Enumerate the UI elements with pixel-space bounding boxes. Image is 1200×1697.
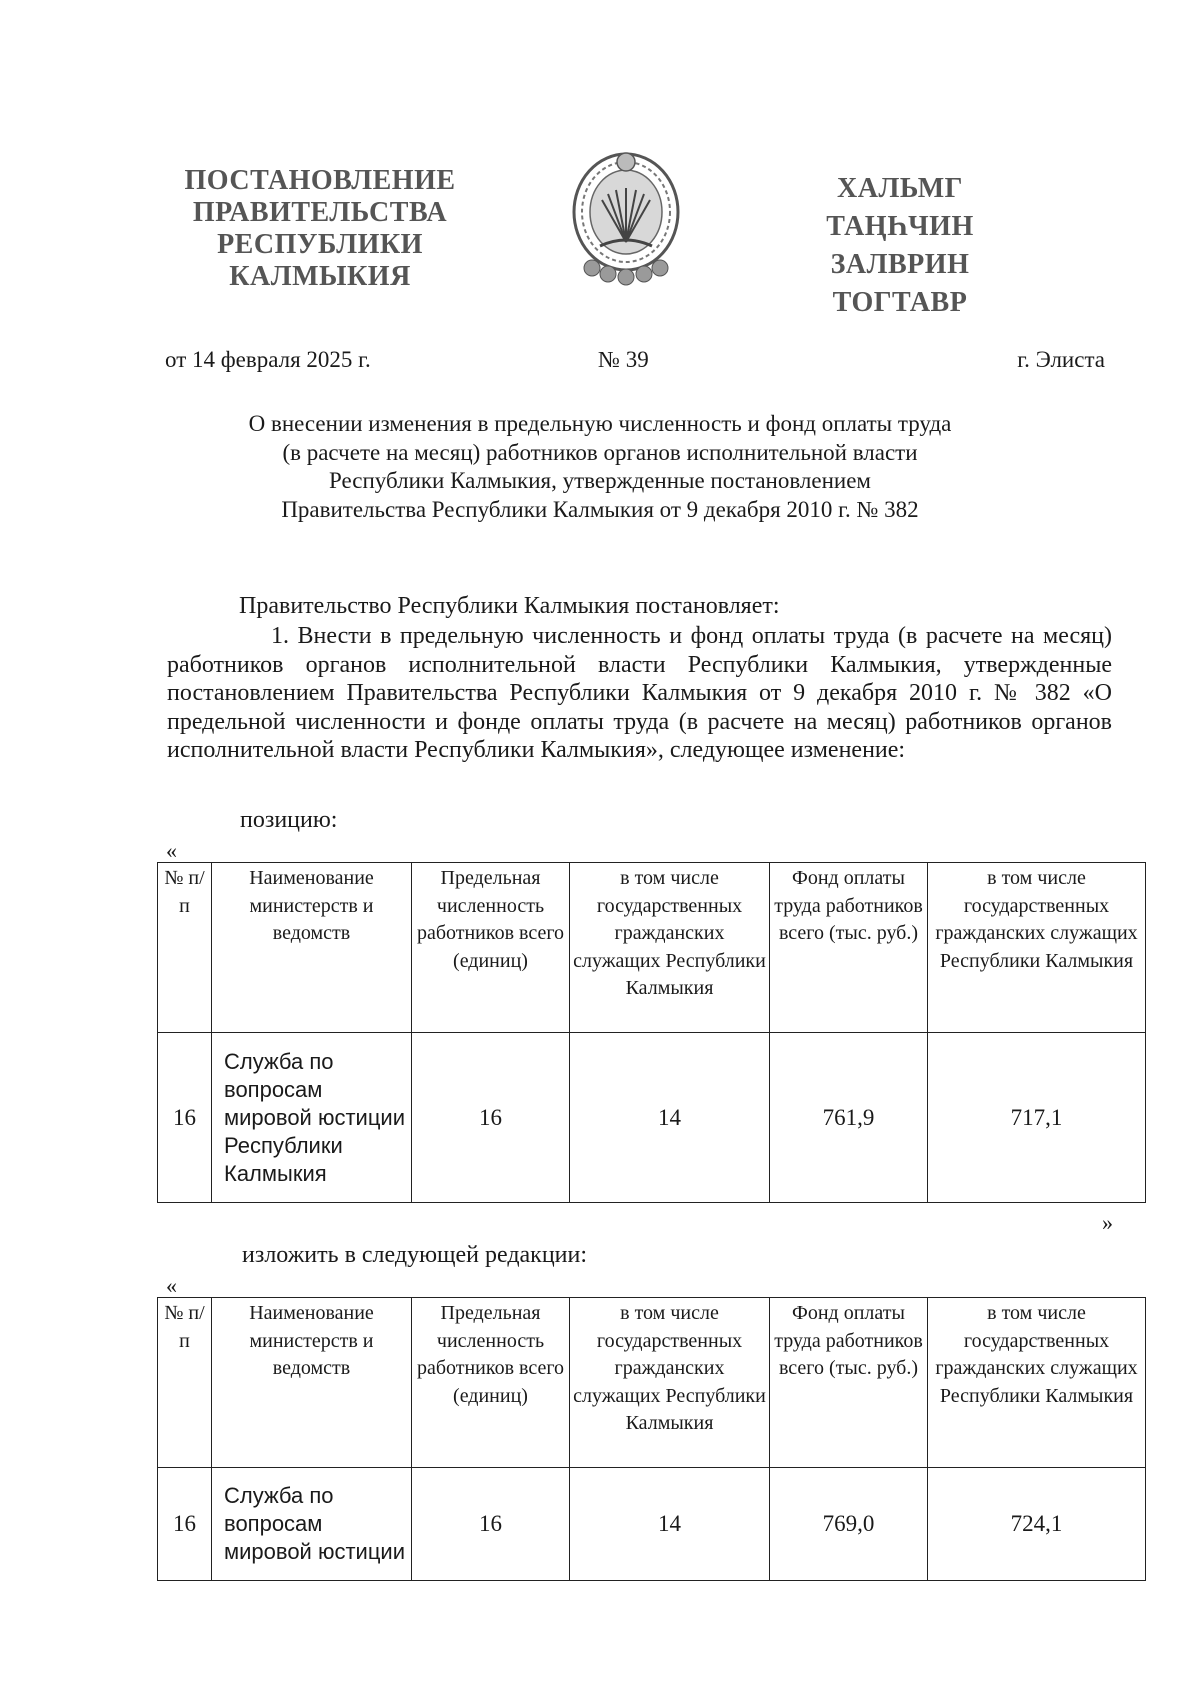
header-right-line: ТАҢҺЧИН bbox=[826, 211, 974, 242]
col-header-civil-servants: в том числе государственных гражданских служащих Республики Калмыкия bbox=[570, 1298, 770, 1468]
title-line: О внесении изменения в предельную численность и фонд оплаты труда bbox=[248, 411, 952, 436]
cell-fund-civil: 717,1 bbox=[928, 1033, 1146, 1203]
cell-staff-total: 16 bbox=[412, 1468, 570, 1581]
coat-of-arms-emblem bbox=[570, 150, 682, 295]
old-position-table bbox=[157, 862, 1146, 1203]
col-header-fund-civil: в том числе государственных гражданских служащих Республики Калмыкия bbox=[928, 1298, 1146, 1468]
document-city: г. Элиста bbox=[1017, 347, 1105, 372]
col-header-name: Наименование министерств и ведомств bbox=[212, 1298, 412, 1468]
cell-civil-servants: 14 bbox=[570, 1468, 770, 1581]
header-left-line: ПОСТАНОВЛЕНИЕ bbox=[184, 165, 456, 196]
header-left bbox=[175, 165, 465, 293]
cell-civil-servants: 14 bbox=[570, 1033, 770, 1203]
open-quote-2: « bbox=[166, 1273, 177, 1298]
item-1-text: 1. Внести в предельную численность и фонд оплаты труда (в расчете на месяц) работников органов исполнительной власти Республики Калмыкия, утвержденные постановлением Правительства Республики Калмыкия от 9 декабря 2010 г. № 382 «О предельной численности и фонде оплаты труда (в расчете на месяц) работников органов исполнительной власти Республики Калмыкия», следующее изменение: bbox=[167, 623, 1112, 763]
col-header-civil-servants: в том числе государственных гражданских служащих Республики Калмыкия bbox=[570, 863, 770, 1033]
header-left-line: РЕСПУБЛИКИ bbox=[217, 229, 423, 260]
title-line: Республики Калмыкия, утвержденные постановлением bbox=[328, 468, 871, 493]
col-header-staff-total: Предельная численность работников всего (единиц) bbox=[412, 1298, 570, 1468]
document-date: от 14 февраля 2025 г. bbox=[165, 347, 371, 372]
cell-fund-civil: 724,1 bbox=[928, 1468, 1146, 1581]
header-right-line: ТОГТАВР bbox=[832, 287, 968, 318]
close-quote: » bbox=[1102, 1210, 1113, 1235]
col-header-staff-total: Предельная численность работников всего (единиц) bbox=[412, 863, 570, 1033]
cell-number: 16 bbox=[158, 1033, 212, 1203]
col-header-fund-total: Фонд оплаты труда работников всего (тыс. руб.) bbox=[770, 1298, 928, 1468]
table-header-row bbox=[158, 863, 1146, 1033]
header-left-line: ПРАВИТЕЛЬСТВА bbox=[192, 197, 448, 228]
col-header-name: Наименование министерств и ведомств bbox=[212, 863, 412, 1033]
position-label: позицию: bbox=[240, 807, 338, 833]
table-row bbox=[158, 1468, 1146, 1581]
header-right-line: ЗАЛВРИН bbox=[830, 249, 970, 280]
header-right-line: ХАЛЬМГ bbox=[837, 173, 963, 204]
new-position-table bbox=[157, 1297, 1146, 1581]
cell-fund-total: 761,9 bbox=[770, 1033, 928, 1203]
header-right bbox=[800, 170, 1000, 322]
document-title bbox=[160, 410, 1040, 524]
cell-staff-total: 16 bbox=[412, 1033, 570, 1203]
new-edition-label: изложить в следующей редакции: bbox=[242, 1242, 588, 1268]
col-header-fund-total: Фонд оплаты труда работников всего (тыс. руб.) bbox=[770, 863, 928, 1033]
table-header-row bbox=[158, 1298, 1146, 1468]
open-quote: « bbox=[166, 838, 177, 863]
table-row bbox=[158, 1033, 1146, 1203]
preamble-text: Правительство Республики Калмыкия постановляет: bbox=[239, 593, 780, 619]
cell-fund-total: 769,0 bbox=[770, 1468, 928, 1581]
cell-name: Служба по вопросам мировой юстиции Республики Калмыкия bbox=[212, 1033, 412, 1203]
header-left-line: КАЛМЫКИЯ bbox=[229, 261, 411, 292]
title-line: Правительства Республики Калмыкия от 9 декабря 2010 г. № 382 bbox=[281, 496, 919, 522]
document-number: № 39 bbox=[598, 347, 649, 372]
preamble bbox=[167, 592, 1112, 621]
col-header-fund-civil: в том числе государственных гражданских служащих Республики Калмыкия bbox=[928, 863, 1146, 1033]
cell-number: 16 bbox=[158, 1468, 212, 1581]
title-line: (в расчете на месяц) работников органов исполнительной власти bbox=[282, 439, 918, 465]
cell-name: Служба по вопросам мировой юстиции bbox=[212, 1468, 412, 1581]
col-header-number: № п/п bbox=[158, 863, 212, 1033]
col-header-number: № п/п bbox=[158, 1298, 212, 1468]
